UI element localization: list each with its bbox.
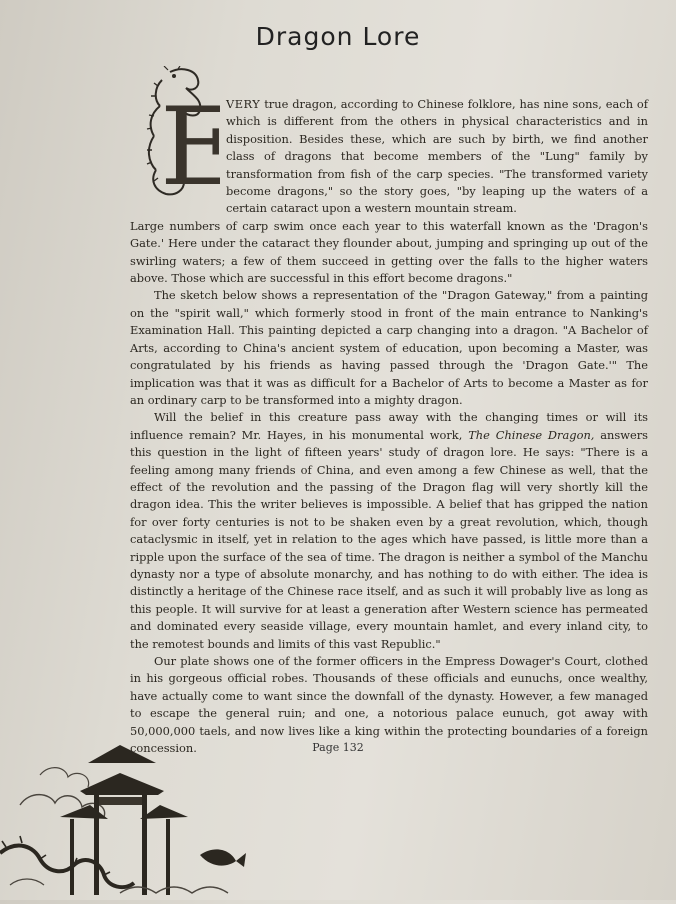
book-title: The Chinese Dragon, — [468, 427, 595, 442]
paragraph-3 — [130, 409, 648, 653]
paragraph-1-intro-text: true dragon, according to Chinese folklore, has nine sons, each of which is different from the others in physical characteristics and in disposition. Besides these, which are such by birth, we find another class of dragons that become members of the "Lung" family by transformation from fish of the carp species. "The transformed variety become dragons," so the story goes, "by leaping up the waters of a certain cataract upon a western mountain stream. — [226, 97, 649, 216]
page-number: Page 132 — [312, 741, 364, 754]
paragraph-3-start: Will the belief in this creature pass away with the changing times or will its influence remain? Mr. Hayes, in his monumental work, — [130, 410, 648, 442]
pagoda-gate-icon — [0, 735, 300, 900]
paragraph-2: The sketch below shows a representation of the "Dragon Gateway," from a painting on the "spirit wall," which formerly stood in front of the main entrance to Nanking's Examination Hall. This painting depicted a carp changing into a dragon. "A Bachelor of Arts, according to China's ancient system of education, upon becoming a Master, was congratulated by his friends as having passed through the 'Dragon Gate.'" The implication was that it was as difficult for a Bachelor of Arts to become a Master as for an ordinary carp to be transformed into a mighty dragon. — [130, 288, 648, 407]
paragraph-1-intro — [226, 96, 648, 218]
article-body — [130, 96, 648, 757]
paragraph-4: Our plate shows one of the former officers in the Empress Dowager's Court, clothed in his gorgeous official robes. Thousands of these officials and eunuchs, once wealthy, have actually come to want since the downfall of the dynasty. However, a few managed to escape the general ruin; and one, a notorious palace eunuch, got away with 50,000,000 taels, and now lives like a king within the protecting boundaries of a foreign concession. — [130, 654, 648, 756]
paragraph-1-rest: Large numbers of carp swim once each year to this waterfall known as the 'Dragon's Gate.' Here under the cataract they flounder about, jumping and springing up out of the swirling waters; a few of them succeed in getting over the falls to the higher waters above. Those which are successful in this effort become dragons." — [130, 218, 648, 286]
drop-cap-continuation: VERY — [226, 97, 261, 111]
page-title: Dragon Lore — [255, 22, 421, 51]
svg-text:E: E — [160, 85, 220, 198]
paragraph-3-rest: answers this question in the light of fifteen years' study of dragon lore. He says: "There is a feeling among many friends of China, and even among a few Chinese as well, that the effect of the revolution and the passing of the Dragon flag will very shortly kill the dragon idea. This the writer believes is impossible. A belief that has gripped the nation for over forty centuries is not to be shaken even by a great revolution, which, though cataclysmic in itself, yet in relation to the ages which have passed, is little more than a ripple upon the surface of the sea of time. The dragon is neither a symbol of the Manchu dynasty nor a type of absolute monarchy, and has nothing to do with either. The idea is distinctly a heritage of the Chinese race itself, and as such it will probably live as long as this people. It will survive for at least a generation after Western science has permeated and dominated every seaside village, every mountain hamlet, and every inland city, to the remotest bounds and limits of this vast Republic." — [130, 427, 649, 651]
dragon-gateway-illustration — [0, 735, 300, 900]
